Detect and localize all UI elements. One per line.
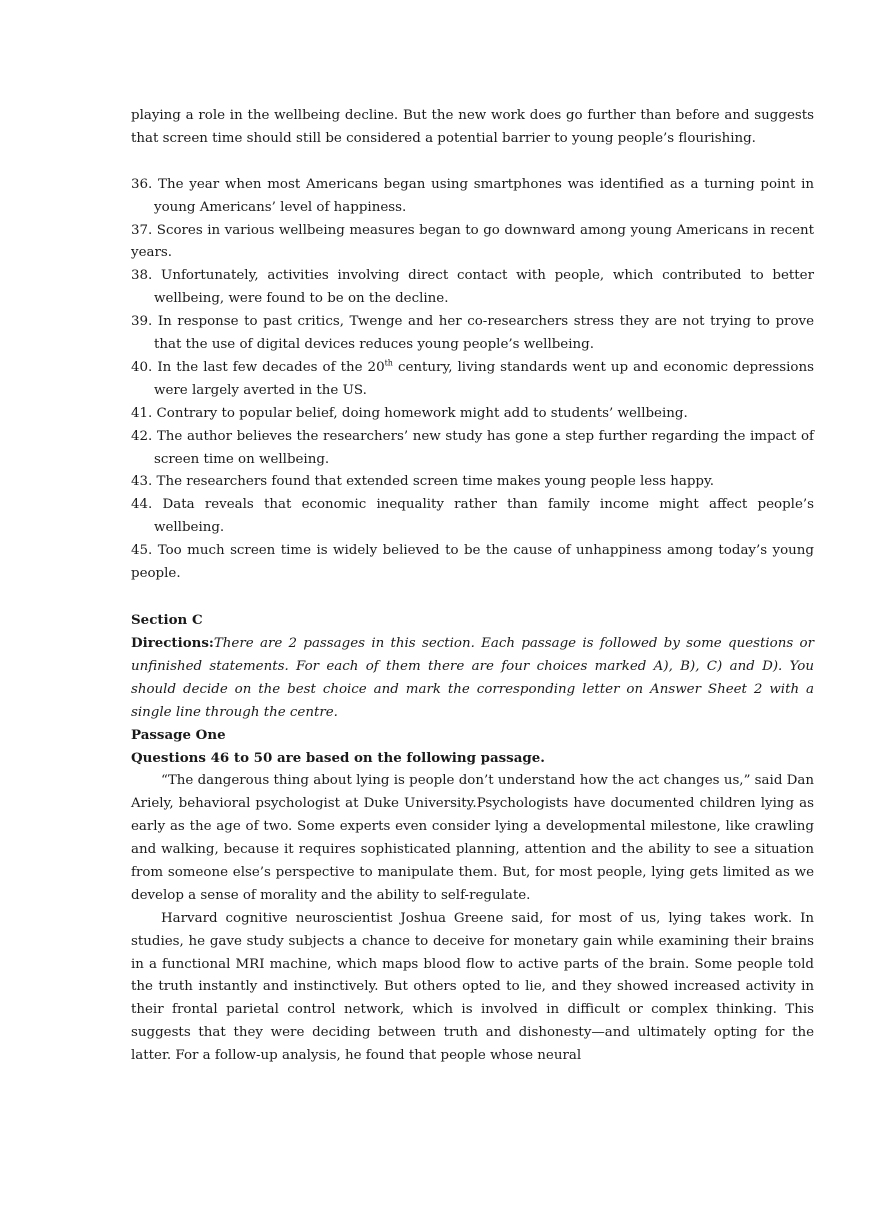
statement-list (131, 174, 814, 586)
statement-40-superscript: th (384, 358, 393, 368)
statement-38: 38. Unfortunately, activities involving direct contact with people, which contributed to better wellbeing, were found to be on the decline. (131, 268, 814, 307)
intro-paragraph: playing a role in the wellbeing decline. But the new work does go further than before and suggests that screen time should still be considered a potential barrier to young people’s flourishing. (131, 108, 814, 146)
statement-45: 45. Too much screen time is widely believed to be the cause of unhappiness among today’s young people. (131, 543, 814, 582)
statement-39: 39. In response to past critics, Twenge and her co-researchers stress they are not trying to prove that the use of digital devices reduces young people’s wellbeing. (131, 314, 814, 353)
statement-40 (131, 357, 814, 403)
statement-36: 36. The year when most Americans began using smartphones was identified as a turning point in young Americans’ level of happiness. (131, 176, 814, 215)
document-page (131, 105, 814, 1068)
spacer (131, 151, 814, 174)
passage-paragraph-2: Harvard cognitive neuroscientist Joshua Greene said, for most of us, lying takes work. In studies, he gave study subjects a chance to deceive for monetary gain while examining their brains in a functional MRI machine, which maps blood flow to active parts of the brain. Some people told the truth instantly and instinctively. But others opted to lie, and they showed increased activity in their frontal parietal control network, which is involved in difficult or complex thinking. This suggests that they were deciding between truth and dishonesty—and ultimately opting for the latter. For a follow-up analysis, he found that people whose neural (131, 910, 814, 1064)
directions-text: There are 2 passages in this section. Each passage is followed by some questions or unfinished statements. For each of them there are four choices marked A), B), C) and D). You should decide on the best choice and mark the corresponding letter on Answer Sheet 2 with a single line through the centre. (131, 635, 814, 720)
directions-label: Directions: (131, 634, 214, 651)
statement-41: 41. Contrary to popular belief, doing homework might add to students’ wellbeing. (131, 405, 688, 421)
statement-42: 42. The author believes the researchers’ new study has gone a step further regarding the impact of screen time on wellbeing. (131, 428, 814, 467)
spacer (131, 586, 814, 609)
passage-paragraph-1: “The dangerous thing about lying is people don’t understand how the act changes us,” said Dan Ariely, behavioral psychologist at Duke University.Psychologists have documented children lying as early as the age of two. Some experts even consider lying a developmental milestone, like crawling and walking, because it requires sophisticated planning, attention and the ability to see a situation from someone else’s perspective to manipulate them. But, for most people, lying gets limited as we develop a sense of morality and the ability to self-regulate. (131, 773, 814, 903)
passage-subtitle: Questions 46 to 50 are based on the following passage. (131, 750, 545, 767)
section-title: Section C (131, 611, 203, 628)
directions (131, 632, 814, 725)
statement-43: 43. The researchers found that extended screen time makes young people less happy. (131, 474, 715, 490)
statement-40-text-before: 40. In the last few decades of the 20 (131, 359, 385, 375)
statement-44: 44. Data reveals that economic inequality rather than family income might affect people’s wellbeing. (131, 497, 814, 536)
statement-37: 37. Scores in various wellbeing measures began to go downward among young Americans in recent years. (131, 222, 814, 261)
statement-40-text-after: century, living standards went up and economic depressions were largely averted in the US. (154, 359, 814, 398)
passage-title: Passage One (131, 727, 226, 744)
